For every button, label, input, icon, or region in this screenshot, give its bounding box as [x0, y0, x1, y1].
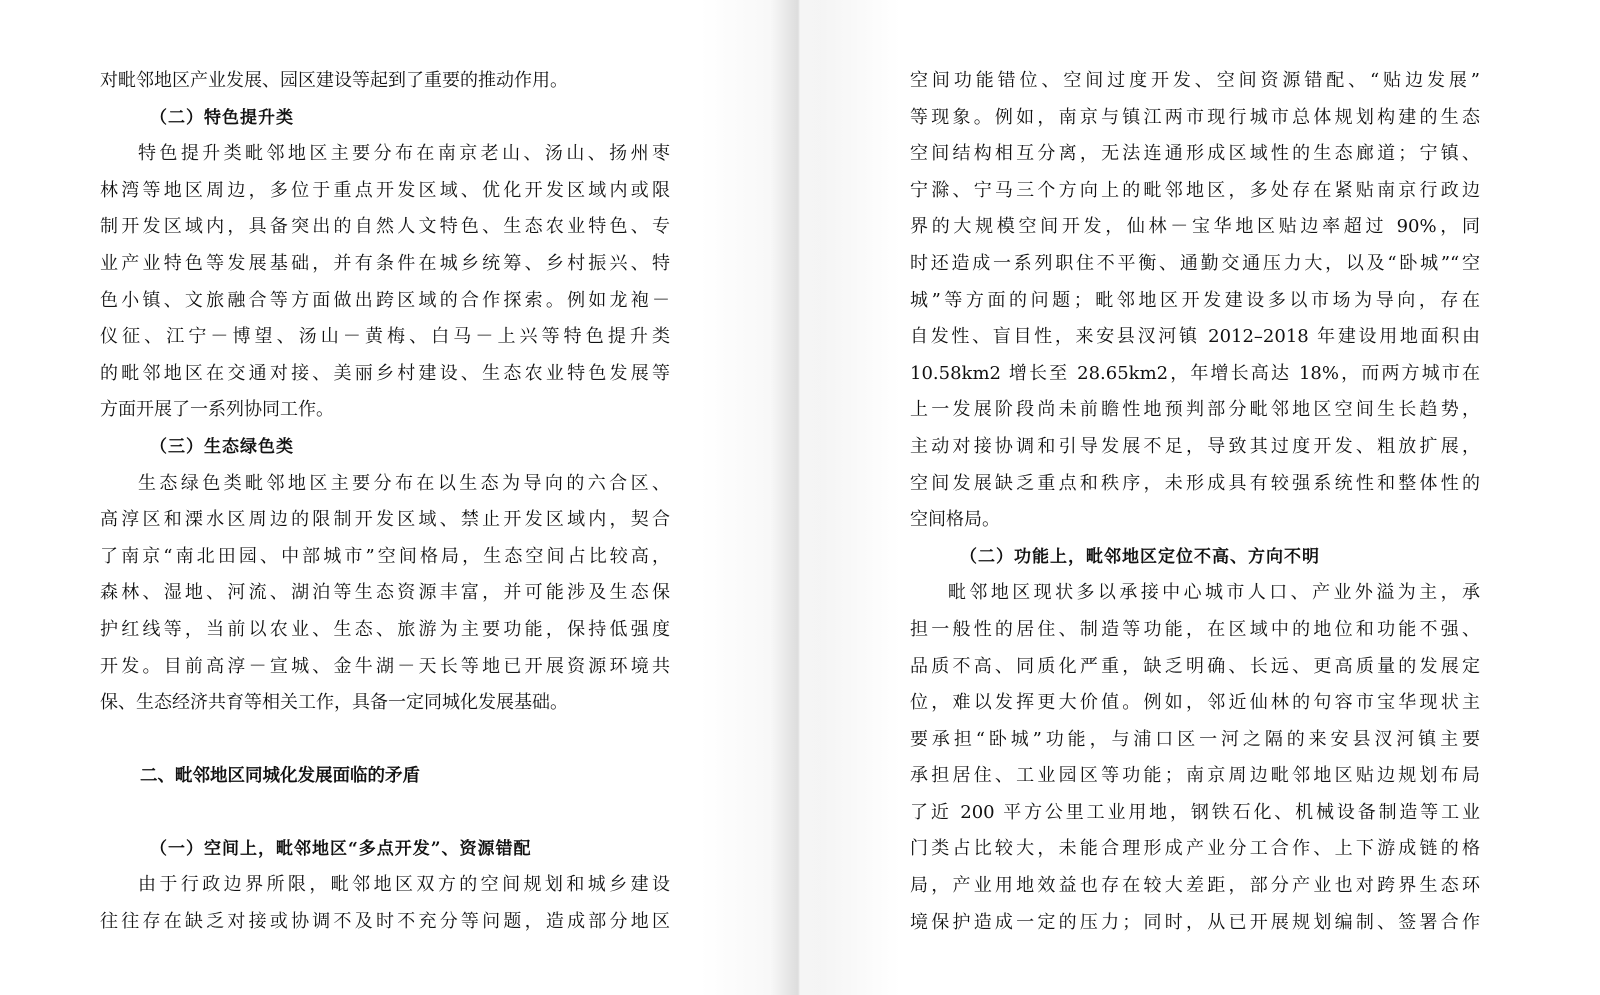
paragraph-line: 了南京“南北田园、中部城市”空间格局，生态空间占比较高，: [100, 545, 670, 567]
paragraph-line: 对毗邻地区产业发展、园区建设等起到了重要的推动作用。: [100, 70, 568, 91]
paragraph-line: 空间格局。: [910, 509, 1000, 531]
paragraph-line: 城”等方面的问题；毗邻地区开发建设多以市场为导向，存在: [910, 289, 1480, 311]
paragraph-line: 要承担“卧城”功能，与浦口区一河之隔的来安县汊河镇主要: [910, 728, 1480, 750]
paragraph-line: 空间结构相互分离，无法连通形成区域性的生态廊道；宁镇、: [910, 143, 1480, 165]
spacer: [100, 722, 670, 759]
paragraph-line: 担一般性的居住、制造等功能，在区域中的地位和功能不强、: [910, 618, 1480, 640]
paragraph-line: 仪征、江宁－博望、汤山－黄梅、白马－上兴等特色提升类: [100, 326, 670, 348]
paragraph-line: 主动对接协调和引导发展不足，导致其过度开发、粗放扩展，: [910, 435, 1480, 457]
paragraph-line: 的毗邻地区在交通对接、美丽乡村建设、生态农业特色发展等: [100, 362, 670, 384]
paragraph-line: 生态绿色类毗邻地区主要分布在以生态为导向的六合区、: [138, 472, 670, 494]
paragraph-line: 特色提升类毗邻地区主要分布在南京老山、汤山、扬州枣: [138, 143, 670, 165]
paragraph-line: 林湾等地区周边，多位于重点开发区域、优化开发区域内或限: [100, 179, 670, 201]
paragraph-line: 等现象。例如，南京与镇江两市现行城市总体规划构建的生态: [910, 106, 1480, 128]
paragraph-line: 境保护造成一定的压力；同时，从已开展规划编制、签署合作: [910, 911, 1480, 933]
paragraph-line: 业产业特色等发展基础，并有条件在城乡统筹、乡村振兴、特: [100, 252, 670, 274]
left-page: [0, 0, 790, 995]
subsection-heading: （二）功能上，毗邻地区定位不高、方向不明: [960, 546, 1320, 567]
paragraph-line: 空间发展缺乏重点和秩序，未形成具有较强系统性和整体性的: [910, 472, 1480, 494]
paragraph-line: 界的大规模空间开发，仙林－宝华地区贴边率超过 90%，同: [910, 216, 1480, 238]
paragraph-line: 方面开展了一系列协同工作。: [100, 399, 334, 421]
paragraph-line: 承担居住、工业园区等功能；南京周边毗邻地区贴边规划布局: [910, 765, 1480, 787]
right-page-text: [910, 63, 1480, 941]
subsection-heading: （一）空间上，毗邻地区“多点开发”、资源错配: [150, 838, 532, 859]
paragraph-line: 保、生态经济共育等相关工作，具备一定同城化发展基础。: [100, 692, 568, 714]
paragraph-line: 上一发展阶段尚未前瞻性地预判部分毗邻地区空间生长趋势，: [910, 399, 1480, 421]
paragraph-line: 制开发区域内，具备突出的自然人文特色、生态农业特色、专: [100, 216, 670, 238]
paragraph-line: 毗邻地区现状多以承接中心城市人口、产业外溢为主，承: [948, 582, 1480, 604]
paragraph-line: 品质不高、同质化严重，缺乏明确、长远、更高质量的发展定: [910, 655, 1480, 677]
paragraph-line: 10.58km2 增长至 28.65km2，年增长高达 18%，而两方城市在: [910, 362, 1480, 384]
section-heading: 二、毗邻地区同城化发展面临的矛盾: [140, 766, 420, 787]
subsection-heading: （三）生态绿色类: [150, 436, 294, 457]
subsection-heading: （二）特色提升类: [150, 107, 294, 128]
paragraph-line: 门类占比较大，未能合理形成产业分工合作、上下游成链的格: [910, 838, 1480, 860]
paragraph-line: 了近 200 平方公里工业用地，钢铁石化、机械设备制造等工业: [910, 801, 1480, 823]
paragraph-line: 时还造成一系列职住不平衡、通勤交通压力大，以及“卧城”“空: [910, 252, 1480, 274]
left-page-text: [100, 63, 670, 941]
spacer: [100, 795, 670, 831]
paragraph-line: 由于行政边界所限，毗邻地区双方的空间规划和城乡建设: [138, 874, 670, 896]
right-page: [790, 0, 1600, 995]
paragraph-line: 空间功能错位、空间过度开发、空间资源错配、“贴边发展”: [910, 70, 1480, 91]
paragraph-line: 色小镇、文旅融合等方面做出跨区域的合作探索。例如龙袍－: [100, 289, 670, 311]
paragraph-line: 森林、湿地、河流、湖泊等生态资源丰富，并可能涉及生态保: [100, 582, 670, 604]
paragraph-line: 位，难以发挥更大价值。例如，邻近仙林的句容市宝华现状主: [910, 692, 1480, 714]
paragraph-line: 高淳区和溧水区周边的限制开发区域、禁止开发区域内，契合: [100, 509, 670, 531]
paragraph-line: 往往存在缺乏对接或协调不及时不充分等问题，造成部分地区: [100, 911, 670, 933]
paragraph-line: 自发性、盲目性，来安县汊河镇 2012–2018 年建设用地面积由: [910, 326, 1480, 348]
paragraph-line: 局，产业用地效益也存在较大差距，部分产业也对跨界生态环: [910, 875, 1480, 897]
paragraph-line: 护红线等，当前以农业、生态、旅游为主要功能，保持低强度: [100, 618, 670, 640]
paragraph-line: 宁滁、宁马三个方向上的毗邻地区，多处存在紧贴南京行政边: [910, 179, 1480, 201]
paragraph-line: 开发。目前高淳－宣城、金牛湖－天长等地已开展资源环境共: [100, 655, 670, 677]
